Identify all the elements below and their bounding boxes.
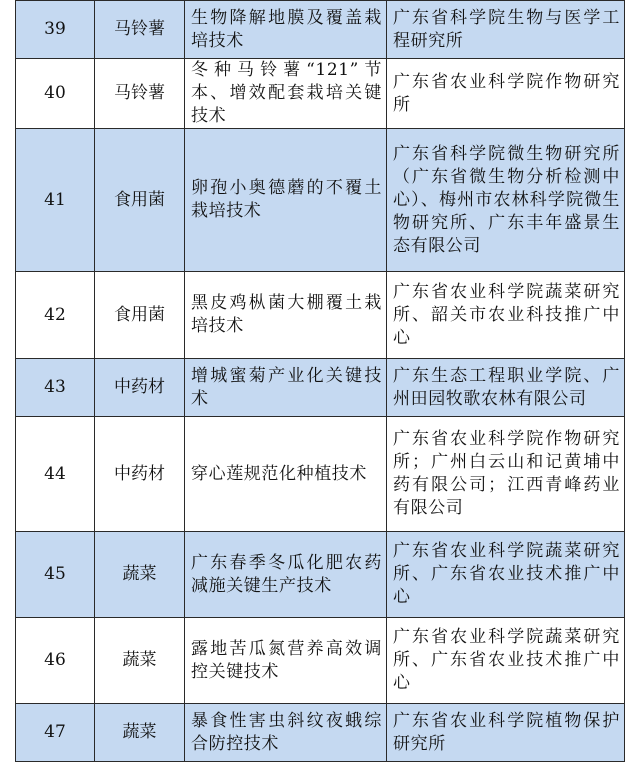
technology-name bbox=[185, 532, 387, 618]
table-row bbox=[16, 129, 625, 272]
technology-name bbox=[185, 618, 387, 704]
table-row bbox=[16, 417, 625, 532]
crop-type: 马铃薯 bbox=[95, 59, 185, 129]
row-number: 45 bbox=[16, 532, 95, 618]
technology-name bbox=[185, 59, 387, 129]
units-text: 广东省科学院微生物研究所（广东省微生物分析检测中心）、梅州市农林科学院微生物研究所、广东丰年盛景生态有限公司 bbox=[393, 143, 620, 256]
crop-type: 蔬菜 bbox=[95, 618, 185, 704]
responsible-units bbox=[387, 618, 625, 704]
technology-text: 暴食性害虫斜纹夜蛾综合防控技术 bbox=[191, 710, 382, 754]
table-row bbox=[16, 618, 625, 704]
technology-text: 广东春季冬瓜化肥农药减施关键生产技术 bbox=[191, 552, 382, 596]
row-number: 44 bbox=[16, 417, 95, 532]
technology-text: 露地苦瓜氮营养高效调控关键技术 bbox=[191, 638, 382, 682]
technology-name bbox=[185, 417, 387, 532]
table-row bbox=[16, 532, 625, 618]
units-text: 广东省农业科学院蔬菜研究所、广东省农业技术推广中心 bbox=[393, 627, 620, 693]
technology-name bbox=[185, 129, 387, 272]
responsible-units bbox=[387, 1, 625, 59]
row-number: 47 bbox=[16, 704, 95, 762]
crop-type: 蔬菜 bbox=[95, 532, 185, 618]
units-text: 广东省科学院生物与医学工程研究所 bbox=[393, 7, 620, 51]
row-number: 43 bbox=[16, 359, 95, 417]
technology-text: 卵孢小奥德蘑的不覆土栽培技术 bbox=[191, 178, 382, 221]
units-text: 广东省农业科学院作物研究所 bbox=[393, 71, 620, 115]
table-row bbox=[16, 272, 625, 359]
row-number: 46 bbox=[16, 618, 95, 704]
responsible-units bbox=[387, 417, 625, 532]
units-text: 广东省农业科学院蔬菜研究所、韶关市农业科技推广中心 bbox=[393, 281, 620, 348]
row-number: 39 bbox=[16, 1, 95, 59]
technology-text: 生物降解地膜及覆盖栽培技术 bbox=[191, 7, 382, 51]
technology-text: 黑皮鸡枞菌大棚覆土栽培技术 bbox=[191, 293, 382, 336]
table-row bbox=[16, 359, 625, 417]
row-number: 42 bbox=[16, 272, 95, 359]
units-text: 广东省农业科学院作物研究所；广州白云山和记黄埔中药有限公司；江西青峰药业有限公司 bbox=[393, 429, 620, 518]
crop-type: 蔬菜 bbox=[95, 704, 185, 762]
table-row bbox=[16, 704, 625, 762]
technology-name bbox=[185, 359, 387, 417]
technology-name bbox=[185, 704, 387, 762]
technology-text: 冬种马铃薯“121”节本、增效配套栽培关键技术 bbox=[191, 60, 382, 126]
technology-text: 穿心莲规范化种植技术 bbox=[191, 463, 367, 484]
table-row bbox=[16, 59, 625, 129]
table-row bbox=[16, 1, 625, 59]
row-number: 40 bbox=[16, 59, 95, 129]
crop-type: 食用菌 bbox=[95, 272, 185, 359]
units-text: 广东生态工程职业学院、广州田园牧歌农林有限公司 bbox=[393, 365, 620, 409]
responsible-units bbox=[387, 704, 625, 762]
responsible-units bbox=[387, 129, 625, 272]
responsible-units bbox=[387, 359, 625, 417]
crop-type: 中药材 bbox=[95, 359, 185, 417]
row-number: 41 bbox=[16, 129, 95, 272]
technology-name bbox=[185, 272, 387, 359]
technology-table bbox=[15, 0, 625, 762]
crop-type: 马铃薯 bbox=[95, 1, 185, 59]
crop-type: 中药材 bbox=[95, 417, 185, 532]
crop-type: 食用菌 bbox=[95, 129, 185, 272]
responsible-units bbox=[387, 532, 625, 618]
technology-name bbox=[185, 1, 387, 59]
responsible-units bbox=[387, 272, 625, 359]
responsible-units bbox=[387, 59, 625, 129]
units-text: 广东省农业科学院植物保护研究所 bbox=[393, 710, 620, 754]
technology-text: 增城蜜菊产业化关键技术 bbox=[191, 365, 382, 409]
units-text: 广东省农业科学院蔬菜研究所、广东省农业技术推广中心 bbox=[393, 541, 620, 607]
